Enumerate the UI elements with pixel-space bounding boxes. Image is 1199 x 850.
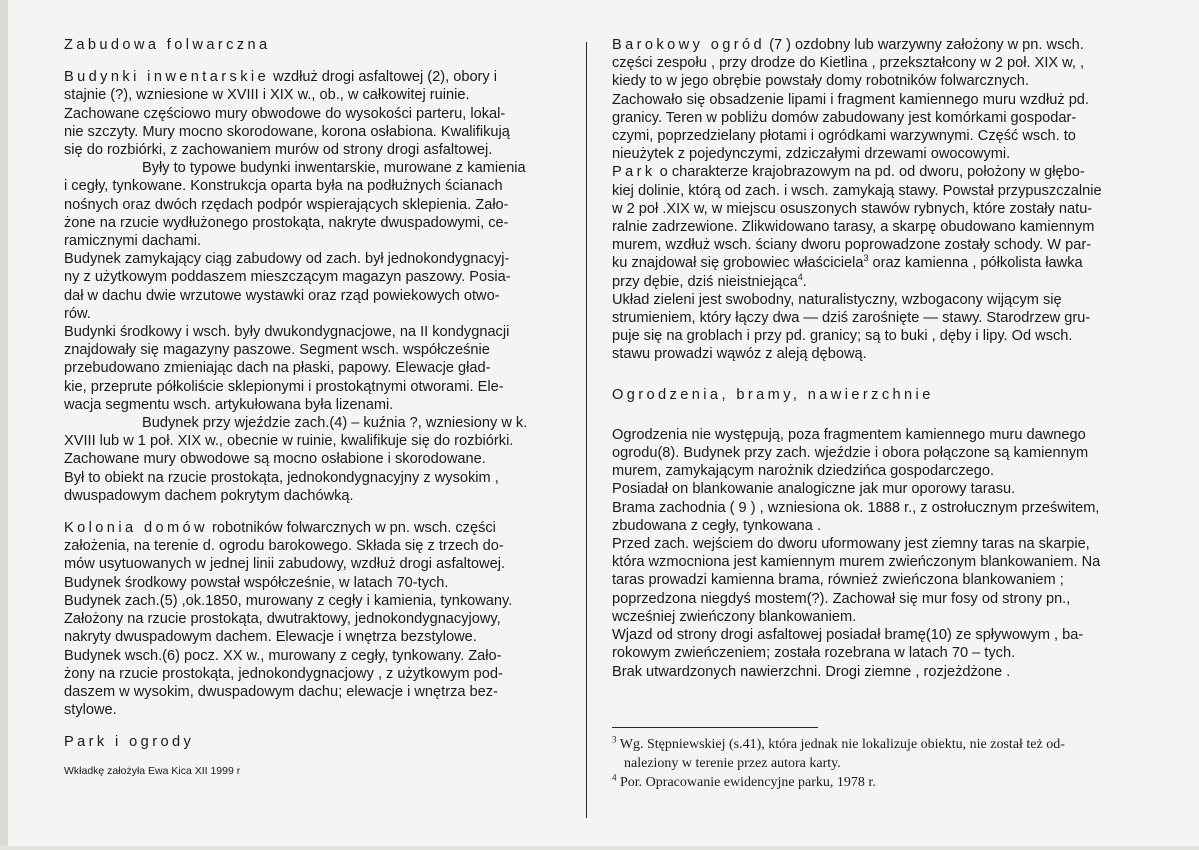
text-line: w 2 poł .XIX w, w miejscu osuszonych stawów rybnych, które zostały natu- [612, 200, 1093, 217]
heading-ogrodzenia: Ogrodzenia, bramy, nawierzchnie [612, 386, 934, 403]
text-line: rów. [64, 305, 91, 322]
paragraph-park: Park o charakterze krajobrazowym na pd. od dworu, położony w głębo- [612, 164, 1085, 181]
text-line: kiej dolinie, którą od zach. i wsch. zamykają stawy. Powstał przypuszczalnie [612, 182, 1102, 199]
text-line: Był to obiekt na rzucie prostokąta, jednokondygnacyjny z wysokim , [64, 469, 499, 486]
text-line: murem, wzdłuż wsch. ściany dworu poprowadzone zostały schody. W par- [612, 237, 1092, 254]
footnotes [612, 735, 1147, 792]
text-line: murem, zamykającym narożnik dziedzińca gospodarczego. [612, 463, 995, 480]
text-line: stylowe. [64, 702, 117, 719]
text-line: poprzedzona niegdyś mostem(?). Zachował się mur fosy od strony pn., [612, 590, 1071, 607]
footnote-3: $^3$ Wg. Stępniewskiej (s.41), która jednak nie lokalizuje obiektu, nie został też od- [612, 734, 1065, 752]
paragraph-barokowy-ogrod: Barokowy ogród (7 ) ozdobny lub warzywny założony w pn. wsch. [612, 37, 1084, 53]
text-line: ogrodu(8). Budynek przy zach. wjeździe i obora połączone są kamiennym [612, 445, 1089, 462]
text-line: Brak utwardzonych nawierzchni. Drogi ziemne , rozjeżdżone . [612, 663, 1011, 680]
text-line: Budynek środkowy powstał współcześnie, w latach 70-tych. [64, 574, 449, 591]
text-line: Były to typowe budynki inwentarskie, murowane z kamienia [142, 160, 526, 177]
lead-kolonia: Kolonia domów [64, 520, 208, 537]
text-line: Budynek przy wjeździe zach.(4) – kuźnia ?, wzniesiony w k. [142, 415, 528, 432]
text-line: nie szczyty. Mury mocno skorodowane, korona osłabiona. Kwalifikują [64, 123, 510, 140]
scan-bottom-edge [0, 846, 1199, 850]
text-line: nieużytek z pojedynczymi, zdziczałymi drzewami owocowymi. [612, 146, 1011, 163]
footnote-3-cont: naleziony w terenie przez autora karty. [624, 756, 841, 771]
text-line: ny z użytkowym poddaszem mieszczącym magazyn paszowy. Posia- [64, 269, 511, 286]
text-line: daszem w wysokim, dwuspadowym dachu; elewacje i wnętrza bez- [64, 683, 498, 700]
heading-park-ogrody: Park i ogrody [64, 734, 195, 751]
text-line: granicy. Teren w pobliżu domów zabudowany jest komórkami gospodar- [612, 109, 1077, 126]
text-line: zbudowana z cegły, tynkowana . [612, 517, 822, 534]
text-line: części zespołu , przy drodze do Kietlina , przekształcony w 2 poł. XIX w, , [612, 55, 1085, 72]
lead-barokowy-ogrod: Barokowy ogród [612, 37, 766, 53]
text-line: żony na rzucie prostokąta, jednokondygnacjowy , z użytkowym pod- [64, 665, 503, 682]
handwritten-note: Wkładkę założyła Ewa Kica XII 1999 r [64, 764, 241, 777]
text-line: ramicznymi dachami. [64, 233, 202, 250]
footnote-ref-4[interactable]: 4 [797, 271, 803, 282]
text-line: ku znajdował się grobowiec właściciela$^3$ oraz kamienna , półkolista ławka [612, 253, 1083, 272]
text-line: Układ zieleni jest swobodny, naturalistyczny, wzbogacony wijącym się [612, 291, 1062, 308]
footnote-separator [612, 727, 818, 728]
text-line: która wzmocniona jest kamiennym murem zwieńczonym blankowaniem. Na [612, 554, 1101, 571]
text-line: Zachowało się obsadzenie lipami i fragment kamiennego muru wzdłuż pd. [612, 91, 1089, 108]
text-line: dał w dachu dwie wrzutowe wystawki oraz rząd powiekowych otwo- [64, 287, 500, 304]
text-line: kie, przeprute półkoliście sklepionymi i prostokątnymi otworami. Ele- [64, 378, 504, 395]
text-line: rokowym zwieńczeniem; została rozebrana w latach 70 – tych. [612, 645, 1016, 662]
text-line: Budynki środkowy i wsch. były dwukondygnacjowe, na II kondygnacji [64, 324, 510, 341]
text-line: puje się na groblach i przy pd. granicy; są to buki , dęby i lipy. Od wsch. [612, 328, 1073, 345]
text-line: taras prowadzi kamienna brama, również zwieńczona blankowaniem ; [612, 572, 1064, 589]
text-line: Ogrodzenia nie występują, poza fragmentem kamiennego muru dawnego [612, 426, 1086, 443]
scan-left-edge [0, 0, 8, 850]
column-divider [586, 42, 587, 818]
footnote-4: $^4$ Por. Opracowanie ewidencyjne parku, 1978 r. [612, 772, 876, 790]
heading-zabudowa: Zabudowa folwarczna [64, 37, 271, 53]
text-line: przebudowano zmieniając dach na płaski, papowy. Elewacje gład- [64, 360, 491, 377]
text-line: żone na rzucie wydłużonego prostokąta, nakryte dwuspadowymi, ce- [64, 214, 509, 231]
text-line: Budynek zamykający ciąg zabudowy od zach. był jednokondygnacyj- [64, 251, 510, 268]
text-line: wcześniej zwieńczony blankowaniem. [612, 608, 857, 625]
text-line: kiedy to w jego obrębie powstały domy robotników folwarcznych. [612, 73, 1029, 90]
footnote-ref-3[interactable]: 3 [863, 253, 869, 264]
text-line: i cegły, tynkowane. Konstrukcja oparta była na podłużnych ścianach [64, 178, 503, 195]
text-line: założenia, na terenie d. ogrodu barokowego. Składa się z trzech do- [64, 538, 504, 555]
text-line: Budynek wsch.(6) pocz. XX w., murowany z cegły, tynkowany. Zało- [64, 647, 502, 664]
text-line: znajdowały się magazyny paszowe. Segment wsch. współcześnie [64, 342, 490, 359]
lead-budynki-inwentarskie: Budynki inwentarskie [64, 69, 270, 86]
lead-park: Park [612, 164, 656, 181]
text-line: stajnie (?), wzniesione w XVIII i XIX w., ob., w całkowitej ruinie. [64, 87, 470, 104]
text-line: Zachowane mury obwodowe są mocno osłabione i skorodowane. [64, 451, 486, 468]
paragraph-kolonia: Kolonia domów robotników folwarcznych w pn. wsch. części [64, 520, 496, 537]
paragraph-budynki-inwentarskie: Budynki inwentarskie wzdłuż drogi asfaltowej (2), obory i [64, 69, 498, 86]
text-line: przy dębie, dziś nieistniejąca$^4$. [612, 271, 807, 290]
text-line: XVIII lub w 1 poł. XIX w., obecnie w ruinie, kwalifikuje się do rozbiórki. [64, 433, 514, 450]
text-line: wacja segmentu wsch. artykułowana była lizenami. [64, 396, 394, 413]
text-line: nośnych oraz dwóch rzędach podpór wspierających sklepienia. Zało- [64, 196, 509, 213]
text-line: mów usytuowanych w jednej linii zabudowy, wzdłuż drogi asfaltowej. [64, 556, 505, 573]
text-line: się do rozbiórki, z zachowaniem murów od strony drogi asfaltowej. [64, 142, 493, 159]
text-line: Posiadał on blankowanie analogiczne jak mur oporowy tarasu. [612, 481, 1016, 498]
text-line: Zachowane częściowo mury obwodowe do wysokości parteru, lokal- [64, 105, 506, 122]
text-line: stawu prowadzi wąwóz z aleją dębową. [612, 346, 867, 363]
text-line: nakryty dwuspadowym dachem. Elewacje i wnętrza bezstylowe. [64, 629, 477, 646]
text-line: Budynek zach.(5) ,ok.1850, murowany z cegły i kamienia, tynkowany. [64, 592, 513, 609]
text-line: dwuspadowym dachem pokrytym dachówką. [64, 487, 354, 504]
text-line: Przed zach. wejściem do dworu uformowany jest ziemny taras na skarpie, [612, 536, 1090, 553]
right-column [612, 36, 1147, 681]
text-line: Założony na rzucie prostokąta, dwutraktowy, jednokondygnacyjowy, [64, 611, 501, 628]
text-line: Wjazd od strony drogi asfaltowej posiadał bramę(10) ze spływowym , ba- [612, 627, 1084, 644]
text-line: ralnie zadrzewione. Zlikwidowano tarasy, a skarpę obudowano kamiennym [612, 219, 1095, 236]
text-line: czymi, poprzedzielany płotami i ogródkami warzywnymi. Część wsch. to [612, 128, 1076, 145]
text-line: strumieniem, który łączy dwa — dziś zarośnięte — stawy. Starodrzew gru- [612, 310, 1091, 327]
left-column [64, 36, 564, 778]
text-line: Brama zachodnia ( 9 ) , wzniesiona ok. 1888 r., z ostrołucznym prześwitem, [612, 499, 1100, 516]
